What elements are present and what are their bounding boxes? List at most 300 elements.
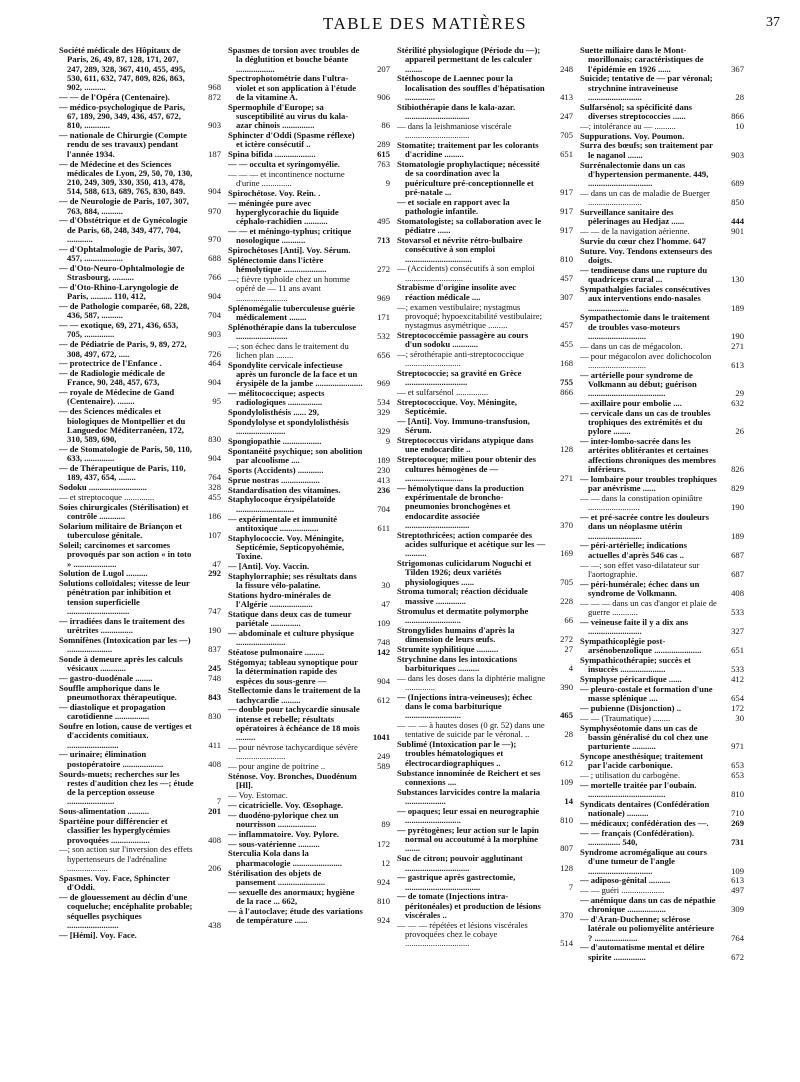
index-entry bbox=[59, 931, 221, 940]
index-column-3 bbox=[397, 46, 573, 1076]
index-entry-text: — sexuelle des anormaux; hygiène de la race ... 662, bbox=[228, 886, 355, 906]
index-entry-page: 533 bbox=[731, 664, 744, 675]
index-entry bbox=[580, 800, 744, 819]
index-entry-text: Stibiothérapie dans le kala-azar. .............................. bbox=[397, 101, 516, 122]
index-entry-text: — nationale de Chirurgie (Compte rendu de ses travaux) pendant l'année 1934. bbox=[59, 130, 187, 159]
index-entry-text: — péri-humérale; échec dans un syndrome de Volkmann. bbox=[580, 578, 700, 598]
index-entry-text: — double pour tachycardie sinusale intense et rebelle; résultats opératoires à échéance de 18 mois ......... bbox=[228, 704, 360, 743]
page-number: 37 bbox=[766, 15, 780, 30]
index-entry-page: 438 bbox=[208, 919, 221, 930]
index-entry-text: — — occulta et syringomyélie. bbox=[228, 159, 340, 170]
index-entry-text: Sous-alimentation .......... bbox=[59, 806, 150, 817]
index-entry bbox=[580, 781, 744, 800]
index-entry-text: — [Hémi]. Voy. Face. bbox=[59, 929, 137, 940]
index-entry-text: Soies chirurgicales (Stérilisation) et contrôle ............ bbox=[59, 501, 189, 522]
index-entry-text: Sterculia Kola dans la pharmacologie ....................... bbox=[228, 848, 342, 868]
index-entry bbox=[59, 245, 221, 264]
index-entry-text: — de Stomatologie de Paris, 50, 110, 633, .............. bbox=[59, 443, 192, 464]
index-entry-page: 230 bbox=[377, 465, 390, 476]
index-entry-text: — — (Traumatique) ........ bbox=[580, 712, 671, 723]
index-entry bbox=[59, 160, 221, 197]
index-entry-text: Stérilisation des objets de pansement ...................... bbox=[228, 867, 326, 887]
index-entry bbox=[580, 896, 744, 915]
index-entry-page: 309 bbox=[731, 904, 744, 915]
index-entry-text: — d'Oto-Neuro-Ophtalmologie de Strasbourg, .......... bbox=[59, 262, 185, 283]
index-entry-page: 704 bbox=[377, 503, 390, 514]
index-entry-text: Stégomya; tableau synoptique pour la détermination rapide des espèces du sous-genre — bbox=[228, 657, 358, 686]
index-entry-page: 917 bbox=[560, 206, 573, 217]
index-entry bbox=[59, 655, 221, 674]
index-entry-text: — lombaire pour troubles trophiques par anévrisme ...... bbox=[580, 473, 717, 494]
index-entry-page: 810 bbox=[377, 895, 390, 906]
index-entry bbox=[580, 771, 744, 780]
index-entry-text: Stomatologiste; sa collaboration avec le pédiatre ...... bbox=[397, 215, 542, 236]
index-entry-page: 206 bbox=[208, 863, 221, 874]
index-entry-page: 917 bbox=[560, 225, 573, 236]
index-entry-text: Solarium militaire de Briançon et tuberculose génitale. bbox=[59, 520, 183, 541]
index-entry-page: 249 bbox=[377, 751, 390, 762]
index-entry bbox=[397, 674, 573, 693]
index-entry bbox=[580, 675, 744, 684]
index-entry-page: 763 bbox=[377, 159, 390, 170]
index-entry-text: — irradiées dans le traitement des urétrites ............... bbox=[59, 615, 185, 636]
index-entry bbox=[228, 888, 390, 907]
index-entry bbox=[580, 618, 744, 637]
index-entry-text: Surveillance sanitaire des pèlerinages au Hedjaz ...... bbox=[580, 207, 685, 227]
index-entry-page: 7 bbox=[216, 796, 221, 807]
index-entry-text: — dans un cas de mégacolon. bbox=[580, 340, 683, 351]
index-entry bbox=[580, 141, 744, 160]
index-entry-text: Suc de citron; pouvoir agglutinant .............................. bbox=[397, 853, 523, 873]
index-entry-text: — inter-lombo-sacrée dans les artérites oblitérantes et certaines affections chroniques des membres inférieurs. bbox=[580, 436, 716, 475]
index-entry-page: 713 bbox=[377, 235, 390, 246]
index-entry-text: Streptococcémie passagère au cours d'un sodoku ............ bbox=[397, 329, 529, 350]
index-entry bbox=[59, 579, 221, 616]
index-entry-page: 651 bbox=[560, 149, 573, 160]
index-entry bbox=[397, 788, 573, 807]
index-entry-page: 810 bbox=[560, 253, 573, 264]
index-entry bbox=[228, 743, 390, 762]
index-column-2 bbox=[228, 46, 390, 1076]
index-entry-text: — de Thérapeutique de Paris, 110, 189, 437, 654, ........ bbox=[59, 463, 186, 483]
index-entry-page: 190 bbox=[731, 502, 744, 513]
index-entry-page: 187 bbox=[208, 148, 221, 159]
index-entry-text: —; son action sur l'inversion des effets hypertenseurs de l'adrénaline ................... bbox=[59, 844, 193, 874]
index-entry-page: 107 bbox=[208, 530, 221, 541]
index-entry-text: — — de l'Opéra (Centenaire). bbox=[59, 91, 170, 102]
index-entry-page: 872 bbox=[208, 91, 221, 102]
index-entry bbox=[580, 829, 744, 848]
index-entry-page: 307 bbox=[560, 291, 573, 302]
index-entry-page: 705 bbox=[560, 130, 573, 141]
index-entry-page: 189 bbox=[377, 455, 390, 466]
index-entry-page: 904 bbox=[208, 453, 221, 464]
index-entry-text: — d'Ophtalmologie de Paris, 307, 457, .................. bbox=[59, 243, 183, 264]
index-entry bbox=[397, 122, 573, 141]
index-entry-text: — inflammatoire. Voy. Pylore. bbox=[228, 828, 339, 839]
index-entry-text: — diastolique et propagation carotidienne ................ bbox=[59, 701, 166, 722]
index-entry bbox=[580, 266, 744, 285]
index-entry bbox=[228, 342, 390, 361]
index-entry-text: Spermophile d'Europe; sa susceptibilité au virus du kala-azar chinois ............... bbox=[228, 101, 349, 131]
index-entry-text: Strabisme d'origine insolite avec réaction médicale .... bbox=[397, 282, 517, 302]
index-entry-page: 27 bbox=[564, 643, 573, 654]
index-entry-text: — d'Aran-Duchenne; sclérose latérale ou poliomyélite antérieure ? .................... bbox=[580, 914, 715, 943]
index-entry-text: Souffle amphorique dans le pneumothorax thérapeutique. bbox=[59, 682, 177, 703]
index-entry-page: 731 bbox=[731, 837, 744, 848]
index-entry bbox=[59, 770, 221, 807]
index-entry-text: Streptococcie; sa gravité en Grèce ............................. bbox=[397, 368, 522, 388]
index-entry-page: 171 bbox=[377, 311, 390, 322]
index-entry-page: 654 bbox=[731, 693, 744, 704]
index-entry-text: — anémique dans un cas de népathie chronique .................. bbox=[580, 894, 716, 915]
index-entry bbox=[580, 580, 744, 599]
index-entry-page: 615 bbox=[377, 149, 390, 160]
index-entry-page: 726 bbox=[208, 348, 221, 359]
index-entry-text: — et pré-sacrée contre les douleurs dans un néoplasme utérin ......................... bbox=[580, 512, 709, 541]
index-entry-text: Spontanéité psychique; son abolition par alcoolisme .... bbox=[228, 445, 363, 466]
index-entry bbox=[59, 522, 221, 541]
index-entry-text: Strongylides humains d'après la dimension de leurs œufs. bbox=[397, 624, 515, 644]
index-entry-text: — adiposo-génital .......... bbox=[580, 875, 671, 886]
index-entry bbox=[580, 46, 744, 74]
index-entry-page: 29 bbox=[735, 388, 744, 399]
index-entry-page: 28 bbox=[735, 91, 744, 102]
index-entry-text: Symphyséotomie dans un cas de bassin généralisé du col chez une parturiente ........... bbox=[580, 722, 709, 752]
index-entry-page: 465 bbox=[560, 710, 573, 721]
index-entry-page: 704 bbox=[208, 310, 221, 321]
index-entry-page: 969 bbox=[377, 378, 390, 389]
index-entry-page: 412 bbox=[731, 674, 744, 685]
index-entry-page: 533 bbox=[731, 607, 744, 618]
index-entry bbox=[228, 199, 390, 227]
index-entry-text: — — de la navigation aérienne. bbox=[580, 226, 690, 237]
index-entry bbox=[397, 587, 573, 606]
index-entry bbox=[580, 371, 744, 399]
index-entry-text: Streptococcus viridans atypique dans une endocardite .. bbox=[397, 435, 534, 455]
index-entry-page: 917 bbox=[560, 186, 573, 197]
index-entry bbox=[228, 572, 390, 591]
index-entry-text: — de Médecine et des Sciences médicales de Lyon, 29, 50, 70, 130, 210, 249, 309, 330, 350, 413, 478, 514, 588, 613, 689, 765, 830, 849. bbox=[59, 158, 193, 197]
index-entry bbox=[228, 447, 390, 466]
index-entry-page: 766 bbox=[208, 272, 221, 283]
index-entry-text: — d'Obstétrique et de Gynécologie de Paris, 68, 248, 349, 477, 704, ............ bbox=[59, 215, 188, 244]
index-entry-page: 653 bbox=[731, 760, 744, 771]
index-entry-page: 687 bbox=[731, 549, 744, 560]
index-entry-text: Sodoku ........................... bbox=[59, 482, 147, 493]
index-entry-text: Sulfarsénol; sa spécificité dans diverses streptococcies ...... bbox=[580, 101, 692, 122]
index-entry-text: —; sérothérapie anti-streptococcique .......................... bbox=[397, 349, 524, 369]
index-entry-text: Surra des bœufs; son traitement par le naganol ....... bbox=[580, 140, 713, 160]
index-entry-page: 30 bbox=[735, 712, 744, 723]
index-entry-page: 109 bbox=[560, 776, 573, 787]
index-entry-page: 30 bbox=[381, 580, 390, 591]
index-entry bbox=[397, 455, 573, 483]
index-entry-text: Substance innominée de Reichert et ses connexions .... bbox=[397, 767, 541, 787]
index-entry-text: — de Radiologie médicale de France, 90, 248, 457, 673, bbox=[59, 368, 165, 388]
index-entry-page: 830 bbox=[208, 711, 221, 722]
index-entry-text: Stomatite; traitement par les colorants d'acridine ......... bbox=[397, 139, 539, 160]
index-entry-text: Spasmes. Voy. Face, Sphincter d'Oddi. bbox=[59, 872, 170, 893]
index-entry bbox=[397, 693, 573, 721]
index-entry-page: 9 bbox=[385, 436, 390, 447]
index-entry bbox=[580, 313, 744, 341]
index-entry bbox=[59, 283, 221, 302]
index-entry-page: 457 bbox=[560, 272, 573, 283]
index-entry-text: Somnifènes (Intoxication par les —) ..................... bbox=[59, 634, 191, 655]
index-entry-page: 903 bbox=[731, 149, 744, 160]
index-entry bbox=[59, 503, 221, 522]
index-entry bbox=[228, 466, 390, 475]
index-entry bbox=[59, 369, 221, 388]
index-entry-page: 408 bbox=[208, 834, 221, 845]
index-entry bbox=[397, 303, 573, 331]
index-entry-text: Streptothricées; action comparée des acides sulfurique et acétique sur les — .......... bbox=[397, 529, 546, 559]
index-entry-page: 532 bbox=[377, 330, 390, 341]
index-entry bbox=[397, 217, 573, 236]
index-entry-page: 705 bbox=[560, 576, 573, 587]
index-entry-text: — pour névrose tachycardique sévère ....................... bbox=[228, 742, 358, 762]
index-entry-text: Spondylolisthésis ...... 29, bbox=[228, 407, 319, 418]
index-entry bbox=[580, 724, 744, 752]
index-entry-page: 329 bbox=[377, 407, 390, 418]
index-entry-page: 172 bbox=[731, 702, 744, 713]
index-entry bbox=[59, 541, 221, 569]
index-entry-text: — ; utilisation du carbogène. bbox=[580, 770, 680, 781]
index-entry-page: 826 bbox=[731, 464, 744, 475]
index-entry bbox=[580, 704, 744, 713]
index-entry-page: 370 bbox=[560, 910, 573, 921]
index-entry-page: 9 bbox=[385, 178, 390, 189]
index-entry-page: 651 bbox=[731, 645, 744, 656]
index-entry-page: 130 bbox=[731, 274, 744, 285]
index-entry-page: 89 bbox=[381, 819, 390, 830]
index-entry bbox=[580, 161, 744, 189]
index-entry bbox=[580, 656, 744, 675]
index-entry-text: — sous-vatérienne .......... bbox=[228, 838, 320, 849]
index-entry-text: Solutions colloïdales; vitesse de leur pénétration par inhibition et tension superficielle ............................. bbox=[59, 578, 190, 617]
index-entry-page: 497 bbox=[731, 885, 744, 896]
index-entry bbox=[397, 873, 573, 892]
index-entry-page: 850 bbox=[731, 197, 744, 208]
index-entry-text: — de Pathologie comparée, 68, 228, 436, 587, .......... bbox=[59, 301, 190, 321]
index-entry bbox=[397, 854, 573, 873]
index-entry-text: Sphincter d'Oddi (Spasme réflexe) et ictère consécutif .. bbox=[228, 130, 355, 150]
index-entry-page: 866 bbox=[731, 111, 744, 122]
index-entry-page: 710 bbox=[731, 808, 744, 819]
index-entry bbox=[59, 636, 221, 655]
index-entry-page: 109 bbox=[377, 618, 390, 629]
index-entry-page: 534 bbox=[377, 397, 390, 408]
index-entry-text: — pleuro-costale et formation d'une masse splénique .... bbox=[580, 683, 713, 704]
index-entry bbox=[580, 513, 744, 541]
index-entry-text: — cicatricielle. Voy. Œsophage. bbox=[228, 799, 344, 810]
index-entry-page: 413 bbox=[560, 91, 573, 102]
index-entry-text: —; fièvre typhoïde chez un homme opéré de — 11 ans avant ........................ bbox=[228, 274, 350, 303]
index-entry-page: 970 bbox=[208, 205, 221, 216]
page-title: TABLE DES MATIÈRES bbox=[322, 14, 528, 33]
index-entry-page: 47 bbox=[381, 599, 390, 610]
index-entry-text: Spirochétoses [Anti]. Voy. Sérum. bbox=[228, 245, 351, 256]
index-entry-page: 689 bbox=[731, 178, 744, 189]
index-entry-text: Suppurations. Voy. Poumon. bbox=[580, 130, 685, 141]
index-entry-text: — médicaux; confédération des —. bbox=[580, 818, 709, 829]
index-entry-text: — pour angine de poitrine .. bbox=[228, 761, 326, 772]
index-entry-page: 269 bbox=[731, 818, 744, 829]
index-entry bbox=[59, 388, 221, 407]
index-entry-text: — axillaire pour embolie .... bbox=[580, 397, 682, 408]
index-entry-text: Spondylolyse et spondylolisthésis ....................... bbox=[228, 417, 349, 437]
index-entry-page: 810 bbox=[560, 815, 573, 826]
index-entry bbox=[59, 493, 221, 502]
index-entry-page: 86 bbox=[381, 120, 390, 131]
index-entry-page: 613 bbox=[731, 875, 744, 886]
index-entry-page: 969 bbox=[377, 292, 390, 303]
index-entry bbox=[397, 264, 573, 283]
index-entry bbox=[397, 892, 573, 920]
index-entry-text: — protectrice de l'Enfance . bbox=[59, 358, 162, 369]
index-entry bbox=[228, 830, 390, 839]
index-entry-text: Sublimé (Intoxication par le —); troubles hématologiques et électrocardiographiques .. bbox=[397, 739, 517, 768]
index-entry-text: Sympathectomie dans le traitement de troubles vaso-moteurs ........................... bbox=[580, 312, 710, 341]
index-entry-text: — — dans la constipation opiniâtre ........................ bbox=[580, 492, 703, 513]
index-entry bbox=[397, 807, 573, 826]
index-entry-page: 444 bbox=[731, 216, 744, 227]
index-entry-text: Syndrome acromégalique au cours d'une tumeur de l'angle .............................. bbox=[580, 846, 707, 876]
index-entry-text: — mortelle traitée par l'oubain. .................................... bbox=[580, 779, 697, 800]
index-entry-text: — opaques; leur essai en neurographie .......................... bbox=[397, 805, 540, 826]
index-entry bbox=[228, 304, 390, 323]
index-entry-text: — pubienne (Disjonction) .. bbox=[580, 702, 681, 713]
index-entry bbox=[397, 350, 573, 369]
index-entry bbox=[580, 237, 744, 246]
index-entry-text: Spasmes de torsion avec troubles de la déglutition et bouche béante .................. bbox=[228, 46, 360, 74]
index-entry-text: — [Anti]. Voy. Immuno-transfusion, Sérum. bbox=[397, 416, 530, 436]
index-entry-page: 408 bbox=[731, 587, 744, 598]
index-entry-page: 612 bbox=[377, 694, 390, 705]
index-entry-page: 228 bbox=[560, 595, 573, 606]
index-entry-page: 292 bbox=[208, 568, 221, 579]
index-entry-text: — — — et incontinence nocturne d'urine .............. bbox=[228, 168, 345, 189]
index-entry-page: 904 bbox=[377, 675, 390, 686]
index-entry-text: — — guéri .................... bbox=[580, 885, 665, 896]
index-entry-text: Splénothérapie dans la tuberculose ........................ bbox=[228, 321, 357, 341]
index-entry bbox=[397, 103, 573, 122]
index-entry-text: Substances larvicides contre la malaria ................... bbox=[397, 786, 541, 806]
index-entry-text: Stroma tumoral; réaction déciduale massive .............. bbox=[397, 586, 528, 606]
index-entry-text: — des Sciences médicales et biologiques de Montpellier et du Languedoc Méditerranéen, 172, 310, 589, 690, bbox=[59, 406, 186, 445]
index-entry-text: Solution de Lugol .......... bbox=[59, 568, 148, 579]
index-entry-page: 12 bbox=[381, 857, 390, 868]
index-entry-page: 904 bbox=[208, 186, 221, 197]
index-entry-text: Sténose. Voy. Bronches, Duodénum [Hl]. bbox=[228, 771, 357, 791]
index-entry-text: Survie du cœur chez l'homme. 647 bbox=[580, 235, 706, 246]
index-entry bbox=[397, 921, 573, 949]
index-entry-text: Streptococcique. Voy. Méningite, Septicémie. bbox=[397, 396, 517, 417]
index-entry-text: Stomatologie prophylactique; nécessité de sa coordination avec la puériculture pré-conceptionnelle et pré-natale ... bbox=[397, 159, 540, 197]
index-entry bbox=[228, 131, 390, 150]
index-entry bbox=[580, 915, 744, 943]
index-entry-page: 807 bbox=[560, 843, 573, 854]
index-entry bbox=[59, 103, 221, 131]
index-entry-page: 589 bbox=[377, 761, 390, 772]
index-entry-text: — duodéno-pylorique chez un nourrisson .................. bbox=[228, 809, 339, 830]
index-entry bbox=[580, 714, 744, 723]
index-entry-page: 128 bbox=[560, 444, 573, 455]
index-entry bbox=[59, 340, 221, 359]
index-entry bbox=[397, 417, 573, 436]
index-entry-text: — — français (Confédération). ............... 540, bbox=[580, 827, 695, 848]
index-entry bbox=[397, 398, 573, 417]
index-entry-page: 142 bbox=[377, 647, 390, 658]
index-entry-text: — urinaire; élimination postopératoire ................... bbox=[59, 749, 164, 769]
index-entry bbox=[59, 216, 221, 244]
index-entry-page: 906 bbox=[377, 91, 390, 102]
index-entry bbox=[59, 617, 221, 636]
index-entry-page: 272 bbox=[560, 633, 573, 644]
index-entry bbox=[397, 331, 573, 350]
index-entry-text: —; examen vestibulaire; nystagmus provoqué; hypoexcitabilité vestibulaire; nystagmus asymétrique ......... bbox=[397, 301, 542, 331]
index-entry bbox=[397, 655, 573, 674]
index-entry bbox=[580, 103, 744, 122]
index-entry bbox=[580, 437, 744, 474]
index-entry bbox=[228, 476, 390, 485]
index-entry-text: Sprue nostras .................. bbox=[228, 474, 320, 485]
index-entry-text: Soleil; carcinomes et sarcomes provoqués par son action « in toto » .................... bbox=[59, 539, 192, 569]
index-entry bbox=[228, 361, 390, 389]
index-entry bbox=[397, 74, 573, 102]
index-entry bbox=[228, 323, 390, 342]
index-entry bbox=[59, 445, 221, 464]
index-entry-text: — — — à hautes doses (0 gr. 52) dans une tentative de suicide par le véronal. .. bbox=[397, 720, 545, 740]
index-entry-page: 95 bbox=[212, 396, 221, 407]
index-entry bbox=[580, 352, 744, 371]
index-entry-page: 613 bbox=[731, 359, 744, 370]
index-entry bbox=[59, 131, 221, 159]
index-entry-text: Standardisation des vitamines. bbox=[228, 484, 341, 495]
index-entry-page: 236 bbox=[377, 484, 390, 495]
index-entry-page: 612 bbox=[560, 757, 573, 768]
index-entry-page: 367 bbox=[731, 63, 744, 74]
index-entry-text: — dans les doses dans la diphtérie maligne .............. bbox=[397, 672, 546, 692]
index-entry-page: 747 bbox=[208, 606, 221, 617]
index-entry-page: 672 bbox=[731, 951, 744, 962]
index-entry-text: — méningée pure avec hyperglycorachie du liquide céphalo-rachidien ........... bbox=[228, 197, 339, 227]
index-entry-page: 289 bbox=[377, 139, 390, 150]
index-entry-text: — d'Oto-Rhino-Laryngologie de Paris, .......... 110, 412, bbox=[59, 281, 179, 302]
index-entry-page: 271 bbox=[560, 472, 573, 483]
index-entry-page: 272 bbox=[377, 264, 390, 275]
index-entry-page: 611 bbox=[377, 522, 390, 533]
index-entry-page: 748 bbox=[208, 673, 221, 684]
index-entry bbox=[397, 484, 573, 530]
index-entry bbox=[228, 227, 390, 246]
index-entry-text: — — exotique, 69, 271, 436, 653, 705, .............. bbox=[59, 320, 179, 340]
index-entry-page: 47 bbox=[212, 558, 221, 569]
index-entry-text: Symphyse péricardique ...... bbox=[580, 674, 682, 685]
index-entry bbox=[228, 160, 390, 169]
index-entry bbox=[228, 46, 390, 74]
index-entry-text: — et sulfarsénol ............... bbox=[397, 387, 489, 398]
index-entry-page: 830 bbox=[208, 434, 221, 445]
index-entry-page: 464 bbox=[208, 358, 221, 369]
index-entry bbox=[228, 495, 390, 514]
index-entry-text: Spartéine pour différencier et classifier les hyperglycémies provoquées .................. bbox=[59, 816, 170, 845]
index-entry-text: — —; son effet vaso-dilatateur sur l'aortographie. bbox=[580, 559, 700, 579]
index-entry bbox=[59, 722, 221, 750]
index-entry bbox=[228, 74, 390, 102]
index-entry-page: 810 bbox=[731, 789, 744, 800]
